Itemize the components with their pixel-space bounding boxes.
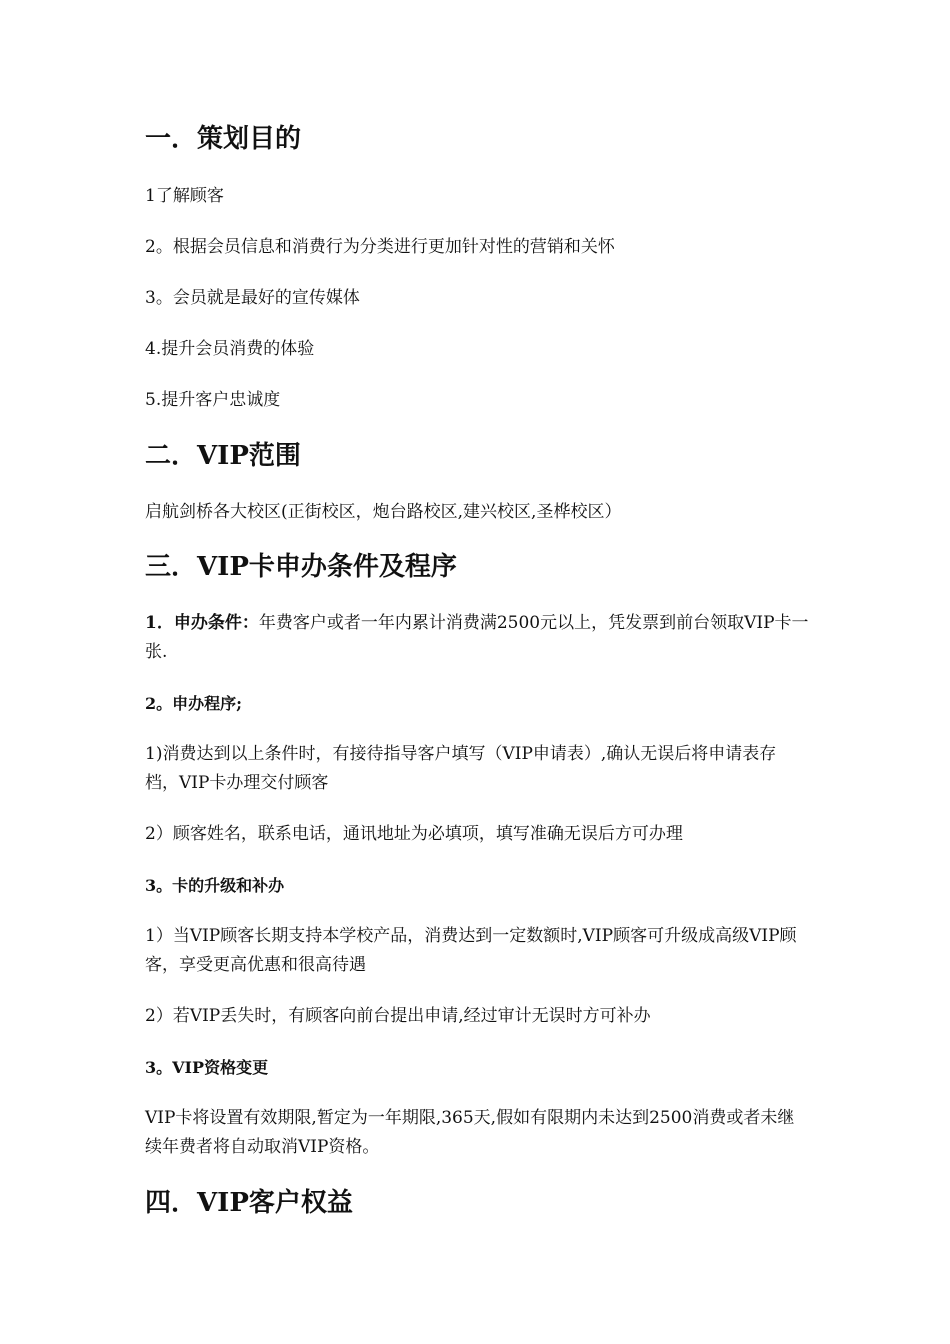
section-1-item-5: 5.提升客户忠诚度 xyxy=(145,390,281,410)
vip-status-change-text: VIP卡将设置有效期限,暂定为一年期限,365天,假如有限期内未达到2500消费或者未继续年费者将自动取消VIP资格。 xyxy=(145,1108,795,1157)
application-conditions-text: 年费客户或者一年内累计消费满2500元以上，凭发票到前台领取VIP卡一张. xyxy=(145,613,809,662)
card-upgrade-2: 2）若VIP丢失时，有顾客向前台提出申请,经过审计无误时方可补办 xyxy=(145,1006,651,1026)
section-1-item-1: 1了解顾客 xyxy=(145,186,224,206)
section-2-heading: 二．VIP范围 xyxy=(145,441,301,471)
card-upgrade-label: 3。卡的升级和补办 xyxy=(145,876,285,895)
vip-status-change-label: 3。VIP资格变更 xyxy=(145,1058,269,1077)
application-conditions xyxy=(145,609,810,667)
section-1-item-2: 2。根据会员信息和消费行为分类进行更加针对性的营销和关怀 xyxy=(145,237,615,257)
section-1-item-4: 4.提升会员消费的体验 xyxy=(145,339,315,359)
section-4-heading: 四．VIP客户权益 xyxy=(145,1188,353,1218)
application-procedure-1: 1)消费达到以上条件时，有接待指导客户填写（VIP申请表）,确认无误后将申请表存档，VIP卡办理交付顾客 xyxy=(145,744,777,793)
section-1-heading: 一．策划目的 xyxy=(145,124,302,154)
section-2-body: 启航剑桥各大校区(正街校区，炮台路校区,建兴校区,圣桦校区） xyxy=(145,502,622,522)
section-3-heading: 三．VIP卡申办条件及程序 xyxy=(145,552,457,582)
section-1-item-3: 3。会员就是最好的宣传媒体 xyxy=(145,288,360,308)
application-procedure-label: 2。申办程序; xyxy=(145,694,243,713)
card-upgrade-1: 1）当VIP顾客长期支持本学校产品，消费达到一定数额时,VIP顾客可升级成高级VIP顾客，享受更高优惠和很高待遇 xyxy=(145,926,797,975)
application-procedure-2: 2）顾客姓名，联系电话，通讯地址为必填项，填写准确无误后方可办理 xyxy=(145,824,683,844)
application-conditions-label: 1．申办条件： xyxy=(145,613,259,633)
